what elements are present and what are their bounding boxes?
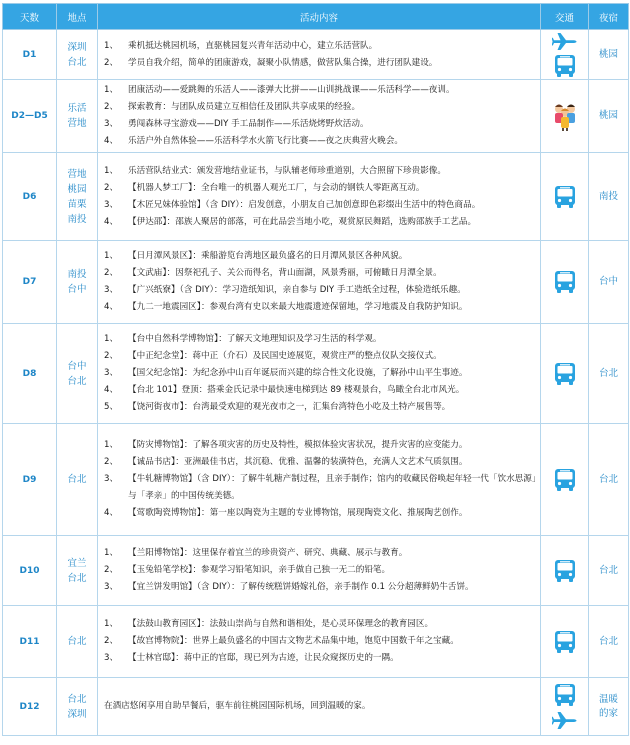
activity-text: 【宜兰饼发明馆】（含 DIY）：了解传统糕饼婚嫁礼俗，亲手制作 0.1 公分超薄鲜奶牛舌饼。 (128, 582, 474, 592)
activity-text: 【国父纪念馆】：为纪念孙中山百年诞辰而兴建的综合性文化设施，了解孙中山平生事迹。 (128, 368, 468, 378)
activity-item (104, 248, 540, 265)
activity-item (104, 650, 540, 667)
place-cell (57, 536, 98, 606)
lodging-cell (589, 30, 629, 80)
activity-item (104, 55, 540, 72)
activity-item (104, 214, 540, 231)
place-cell (57, 80, 98, 153)
activity-item (104, 38, 540, 55)
lodging-name: 桃园 (598, 110, 618, 121)
place-name: 南投 (67, 269, 87, 280)
bus-icon (553, 683, 577, 707)
activity-number: 4、 (104, 385, 119, 395)
place-name: 桃园 (67, 183, 87, 195)
activity-text: 勇闯森林寻宝游戏——DIY 手工品制作——乐活烧烤野炊活动。 (128, 119, 369, 129)
activity-text: 【防灾博物馆】：了解各项灾害的历史及特性，模拟体验灾害状况，提升灾害的应变能力。 (128, 440, 468, 450)
activity-item (104, 616, 540, 633)
activities-cell (98, 324, 541, 424)
activity-text: 乐活户外自然体验——乐活科学水火箭飞行比赛——夜之庆典营火晚会。 (128, 136, 404, 146)
lodging-name: 桃园 (598, 48, 618, 60)
day-row (3, 424, 629, 536)
bus-icon (553, 630, 577, 654)
activity-text: 【玉兔铅笔学校】：参观学习铅笔知识，亲手做自己独一无二的铅笔。 (128, 565, 391, 575)
activity-number: 1、 (104, 85, 119, 95)
day-row (3, 80, 629, 153)
lodging-name: 温暖 (598, 693, 618, 705)
activity-item (104, 282, 540, 299)
activity-number: 3、 (104, 582, 119, 592)
transport-cell (541, 241, 589, 324)
place-name: 台北 (67, 636, 87, 647)
activity-text: 【九二一地震园区】：参观台湾有史以来最大地震遗迹保留地，学习地震及自我防护知识。 (128, 302, 468, 312)
activity-text: 【日月潭风景区】：乘船游览台湾地区最负盛名的日月潭风景区各种风貌。 (128, 251, 408, 261)
activity-number: 1、 (104, 440, 119, 450)
activities-cell (98, 30, 541, 80)
place-name: 营地 (67, 118, 87, 129)
place-name: 台中 (67, 284, 87, 295)
day-label: D6 (3, 153, 57, 241)
header-row (3, 4, 629, 30)
day-row (3, 30, 629, 80)
activity-number: 1、 (104, 334, 119, 344)
activity-item (104, 505, 540, 522)
header-lodging: 夜宿 (589, 4, 629, 30)
activity-number: 2、 (104, 565, 119, 575)
day-label: D11 (3, 606, 57, 678)
activity-number: 3、 (104, 285, 119, 295)
activity-text: 【士林官邸】：蒋中正的官邸，现已列为古迹，让民众窥探历史的一隅。 (128, 653, 399, 663)
activities-cell (98, 241, 541, 324)
activity-item (104, 82, 540, 99)
activity-text: 乐活营队结业式：颁发营地结业证书，与队辅老师珍重道别，大合照留下珍贵影像。 (128, 165, 446, 176)
day-row (3, 606, 629, 678)
activity-number: 3、 (104, 368, 119, 378)
header-place: 地点 (57, 4, 98, 30)
lodging-cell (589, 424, 629, 536)
place-name: 南投 (67, 213, 87, 225)
activity-item (104, 299, 540, 316)
activities-cell (98, 678, 541, 736)
lodging-name: 南投 (598, 190, 618, 202)
place-name: 台北 (67, 474, 87, 485)
activity-item (104, 348, 540, 365)
place-cell (57, 324, 98, 424)
activity-number: 4、 (104, 508, 119, 518)
day-row (3, 536, 629, 606)
activities-cell (98, 424, 541, 536)
lodging-cell (589, 241, 629, 324)
activity-item (104, 265, 540, 282)
activity-text: 【莺歌陶瓷博物馆】：第一座以陶瓷为主题的专业博物馆，展现陶瓷文化、推展陶艺创作。 (128, 508, 468, 518)
activity-number: 4、 (104, 302, 119, 312)
lodging-cell (589, 606, 629, 678)
airplane-icon (552, 31, 578, 51)
activity-item (104, 331, 540, 348)
lodging-name: 的家 (598, 707, 618, 719)
activity-text: 【诚品书店】：亚洲最佳书店，其沉稳、优雅、温馨的装潢特色，充满人文艺术气质氛围。 (128, 457, 468, 467)
activities-cell (98, 153, 541, 241)
kids-group-icon (550, 101, 580, 131)
place-cell (57, 241, 98, 324)
activity-item (104, 365, 540, 382)
activity-number: 1、 (104, 251, 119, 261)
activity-text: 【广兴纸寮】（含 DIY）：学习造纸知识，亲自参与 DIY 手工造纸全过程，体验造纸乐趣。 (128, 285, 466, 295)
lodging-cell (589, 153, 629, 241)
place-name: 宜兰 (67, 557, 87, 569)
activity-item (104, 180, 540, 197)
activities-cell (98, 606, 541, 678)
activity-number: 2、 (104, 102, 119, 112)
bus-icon (553, 362, 577, 386)
activity-number: 2、 (104, 351, 119, 361)
transport-cell (541, 324, 589, 424)
lodging-name: 台北 (598, 564, 618, 576)
activity-number: 3、 (104, 199, 119, 210)
activity-number: 3、 (104, 653, 119, 663)
activity-text: 【文武庙】：因祭祀孔子、关公而得名，背山面湖，风景秀丽，可俯瞰日月潭全景。 (128, 268, 442, 278)
activity-item (104, 471, 540, 505)
activity-number: 2、 (104, 636, 119, 646)
place-name: 苗栗 (67, 198, 87, 210)
day-label: D12 (3, 678, 57, 736)
activity-number: 1、 (104, 619, 119, 629)
activity-text: 【法鼓山教育园区】：法鼓山崇尚与自然和谐相处，是心灵环保理念的教育园区。 (128, 619, 434, 629)
lodging-cell (589, 536, 629, 606)
day-label: D10 (3, 536, 57, 606)
day-row (3, 324, 629, 424)
activity-text: 在酒店悠闲享用自助早餐后，驱车前往桃园国际机场，回到温暖的家。 (104, 701, 371, 711)
lodging-name: 台中 (598, 276, 618, 287)
activity-item (104, 116, 540, 133)
activities-cell (98, 80, 541, 153)
place-name: 深圳 (67, 41, 87, 53)
activity-item (104, 562, 540, 579)
place-cell (57, 30, 98, 80)
activity-number: 2、 (104, 57, 119, 68)
day-row (3, 153, 629, 241)
lodging-cell (589, 80, 629, 153)
activity-number: 2、 (104, 457, 119, 467)
activity-item (104, 437, 540, 454)
lodging-name: 台北 (598, 367, 618, 379)
activity-text: 乘机抵达桃园机场，直驱桃园复兴青年活动中心，建立乐活营队。 (128, 40, 378, 51)
transport-cell (541, 80, 589, 153)
activity-text: 学员自我介绍，简单的团康游戏，凝聚小队情感，做营队集合操，进行团队建设。 (128, 57, 438, 68)
bus-icon (553, 270, 577, 294)
activity-text: 【兰阳博物馆】：这里保存着宜兰的珍贵资产、研究、典藏、展示与教育。 (128, 548, 408, 558)
place-name: 乐活 (67, 103, 87, 114)
activity-item (104, 399, 540, 416)
place-name: 台北 (67, 375, 87, 387)
activity-text: 【伊达邵】：邵族人聚居的部落，可在此品尝当地小吃，观赏原民舞蹈，选购邵族手工艺品。 (128, 216, 477, 227)
activity-item (104, 163, 540, 180)
activity-text: 团康活动——爱跳舞的乐活人——漆弹大比拼——山训挑战课——乐活科学——夜训。 (128, 85, 455, 95)
lodging-name: 台北 (598, 635, 618, 647)
place-cell (57, 153, 98, 241)
bus-icon (553, 559, 577, 583)
activity-text: 【木匠兄妹体验馆】（含 DIY）：启发创意，小朋友自己加创意即色彩缀出生活中的特色商品。 (128, 199, 481, 210)
activity-number: 1、 (104, 40, 119, 51)
place-name: 台北 (67, 572, 87, 584)
activity-text: 【牛轧糖博物馆】（含 DIY）：了解牛轧糖产制过程，且亲手制作；馆内的收藏民俗唤起年轻一代「饮水思源」与「孝亲」的中国传统美德。 (128, 474, 537, 501)
transport-cell (541, 153, 589, 241)
itinerary-table (2, 3, 629, 736)
activity-item (104, 545, 540, 562)
header-activities: 活动内容 (98, 4, 541, 30)
day-label: D9 (3, 424, 57, 536)
transport-cell (541, 536, 589, 606)
activity-text: 【机器人梦工厂】：全台唯一的机器人观光工厂，与会动的钢铁人零距离互动。 (128, 182, 425, 193)
activity-item (104, 454, 540, 471)
activity-number: 4、 (104, 216, 119, 227)
bus-icon (553, 54, 577, 78)
day-label: D8 (3, 324, 57, 424)
lodging-name: 台北 (598, 473, 618, 485)
place-name: 台中 (67, 360, 87, 372)
airplane-icon (552, 710, 578, 730)
place-cell (57, 678, 98, 736)
activity-number: 2、 (104, 182, 119, 193)
bus-icon (553, 185, 577, 209)
header-transport: 交通 (541, 4, 589, 30)
day-label: D7 (3, 241, 57, 324)
activity-item (104, 382, 540, 399)
activity-number: 1、 (104, 548, 119, 558)
day-label: D2—D5 (3, 80, 57, 153)
place-name: 营地 (67, 168, 87, 180)
activity-text: 【故宫博物院】：世界上最负盛名的中国古文物艺术品集中地，饱览中国数千年之宝藏。 (128, 636, 459, 646)
activity-text: 【饶河街夜市】：台湾最受欢迎的观光夜市之一，汇集台湾特色小吃及土特产展售等。 (128, 402, 451, 412)
header-day: 天数 (3, 4, 57, 30)
activity-number: 2、 (104, 268, 119, 278)
transport-cell (541, 424, 589, 536)
activity-item (104, 579, 540, 596)
activity-text: 【台北 101】登顶：搭乘金氏记录中最快速电梯到达 89 楼观景台，鸟瞰全台北市风光。 (128, 385, 465, 395)
itinerary-sheet (2, 3, 628, 736)
place-cell (57, 606, 98, 678)
itinerary-body (3, 30, 629, 736)
transport-cell (541, 30, 589, 80)
bus-icon (553, 468, 577, 492)
transport-cell (541, 678, 589, 736)
activity-number: 5、 (104, 402, 119, 412)
activities-cell (98, 536, 541, 606)
place-name: 台北 (67, 56, 87, 68)
activity-text: 【台中自然科学博物馆】：了解天文地理知识及学习生活的科学观。 (128, 334, 382, 344)
activity-number: 3、 (104, 119, 119, 129)
day-label: D1 (3, 30, 57, 80)
place-cell (57, 424, 98, 536)
activity-text: 探索教育：与团队成员建立互相信任及团队共享成果的经验。 (128, 102, 361, 112)
activity-item (104, 133, 540, 150)
transport-cell (541, 606, 589, 678)
lodging-cell (589, 324, 629, 424)
activity-item (104, 633, 540, 650)
day-row (3, 241, 629, 324)
activity-number: 1、 (104, 165, 119, 176)
lodging-cell (589, 678, 629, 736)
activity-number: 3、 (104, 474, 119, 484)
day-row (3, 678, 629, 736)
place-name: 台北 (67, 693, 87, 705)
activity-item (104, 99, 540, 116)
activity-number: 4、 (104, 136, 119, 146)
activity-text: 【中正纪念堂】：蒋中正（介石）及民国史迹展览，观赏庄严的整点仪队交接仪式。 (128, 351, 442, 361)
place-name: 深圳 (67, 708, 87, 720)
activity-item (104, 197, 540, 214)
